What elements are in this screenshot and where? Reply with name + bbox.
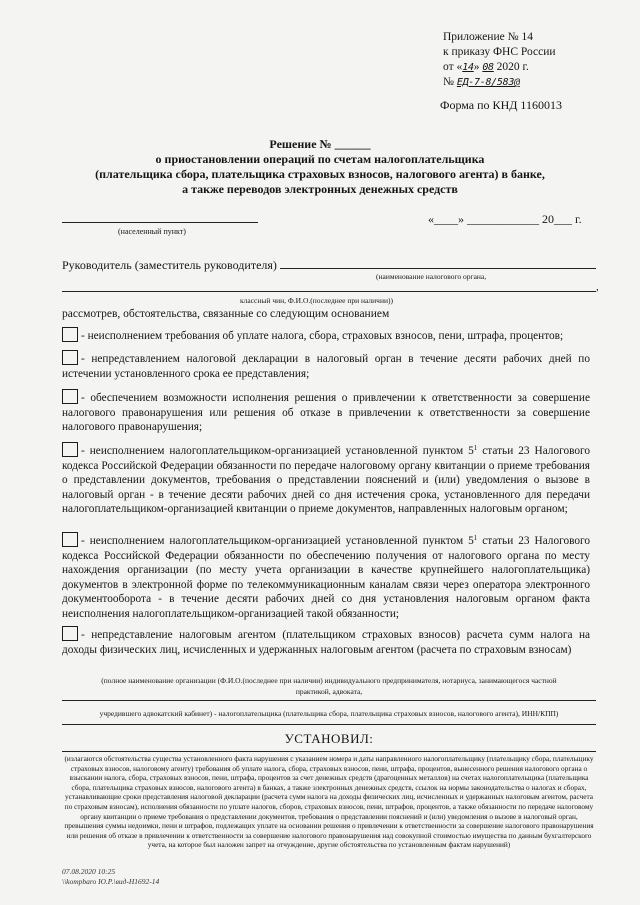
head-label: Руководитель (заместитель руководителя) bbox=[62, 258, 277, 272]
org-caption-2: учредившего адвокатский кабинет) - налогоплательщика (плательщика сбора, плательщика страховых взносов, налогового агента), ИНН/КПП) bbox=[99, 709, 559, 718]
ground-item-5 bbox=[62, 531, 590, 621]
divider bbox=[62, 724, 596, 725]
comma-mark: , bbox=[596, 281, 599, 293]
document-title bbox=[60, 137, 580, 197]
org-caption-1b: практикой, адвоката, bbox=[295, 687, 363, 696]
ground-sup-4: 1 bbox=[473, 444, 478, 452]
established-heading: УСТАНОВИЛ: bbox=[284, 731, 374, 746]
rank-name-caption: классный чин, Ф.И.О.(последнее при наличии)) bbox=[240, 296, 393, 305]
established-caption: (излагаются обстоятельства существа установленного факта нарушения с указанием номера и даты направленного налогоплательщику (плательщику сбора, плательщику страховых взносов, налоговому агенту) требования об уплате налога, сбора, страховых взносов, пени, штрафа, процентов, вынесенного решения налогового органа о взыскании налога, сбора, страховых взносов, пени, штрафа, процентов за счет денежных средств (драгоценных металлов) на счетах налогоплательщика (плательщика сбора, плательщика страховых взносов, налогового агента) в банках, а также электронных денежных средств, ссылок на нормы законодательства о налогах и сборах, устанавливающие сроки представления налоговой декларации (расчета сумм налога на доходы физических лиц, исчисленных и удержанных налоговым агентом, расчета по страховым взносам), исполнения обязанности по уплате налогов, сборов, страховых взносов, пени, штрафов, процентов, а также обязанности по передаче налоговому органу квитанции о приеме требования о представлении документов, требования о представлении пояснений и (или) уведомления о вызове в налоговый орган, превышения суммы недоимки, пени и штрафов, подлежащих уплате на основании решения о привлечении к ответственности за совершение налогового правонарушения или решения об отказе в привлечении к ответственности за совершение налогового правонарушения над совокупной стоимостью имущества по данным бухгалтерского учета, на которое был наложен запрет на отчуждение, другие обстоятельства по установленным фактам нарушений) bbox=[64, 754, 594, 850]
ground-item-4 bbox=[62, 441, 590, 517]
title-line-1: Решение № ______ bbox=[269, 137, 371, 151]
established-field[interactable] bbox=[62, 751, 596, 752]
appendix-date bbox=[443, 60, 556, 75]
appendix-number bbox=[443, 75, 556, 90]
org-field[interactable] bbox=[62, 700, 596, 701]
appendix-date-prefix: от « bbox=[443, 61, 463, 73]
ground-checkbox-3[interactable] bbox=[62, 389, 78, 404]
place-field[interactable] bbox=[62, 222, 258, 223]
appendix-title: Приложение № 14 bbox=[443, 31, 533, 43]
ground-text-2: - непредставлением налоговой декларации в налоговый орган в течение десяти рабочих дней по истечении установленного срока ее представления; bbox=[62, 353, 590, 380]
appendix-date-mid: » bbox=[473, 61, 480, 73]
title-line-4: а также переводов электронных денежных средств bbox=[182, 182, 458, 196]
date-field[interactable]: «____» ____________ 20___ г. bbox=[428, 212, 582, 226]
title-line-2: о приостановлении операций по счетам налогоплательщика bbox=[155, 152, 485, 166]
ground-item-3 bbox=[62, 389, 590, 435]
ground-item-6 bbox=[62, 626, 590, 657]
ground-text-1: - неисполнением требования об уплате налога, сбора, страховых взносов, пени, штрафа, процентов; bbox=[81, 330, 564, 342]
appendix-block bbox=[443, 30, 556, 90]
form-code: Форма по КНД 1160013 bbox=[440, 98, 562, 112]
tax-authority-caption: (наименование налогового органа, bbox=[376, 272, 487, 281]
appendix-number-value: ЕД-7-8/583@ bbox=[456, 77, 520, 88]
appendix-day: 14 bbox=[462, 62, 474, 73]
appendix-order: к приказу ФНС России bbox=[443, 46, 556, 58]
ground-item-1 bbox=[62, 327, 590, 344]
ground-checkbox-4[interactable] bbox=[62, 442, 78, 457]
footer-stamp bbox=[62, 867, 159, 887]
tax-authority-field[interactable] bbox=[280, 268, 596, 269]
ground-sup-5: 1 bbox=[473, 534, 478, 542]
ground-checkbox-5[interactable] bbox=[62, 532, 78, 547]
ground-text-4a: - неисполнением налогоплательщиком-организацией установленной пунктом 5 bbox=[81, 445, 474, 457]
title-line-3: (плательщика сбора, плательщика страховых взносов, налогового агента) в банке, bbox=[95, 167, 545, 181]
ground-checkbox-6[interactable] bbox=[62, 626, 78, 641]
appendix-number-prefix: № bbox=[443, 76, 454, 88]
appendix-year: 2020 г. bbox=[496, 61, 529, 73]
ground-item-2 bbox=[62, 350, 590, 381]
ground-checkbox-2[interactable] bbox=[62, 350, 78, 365]
ground-text-3: - обеспечением возможности исполнения решения о привлечении к ответственности за совершение налогового правонарушения или решения об отказе в привлечении к ответственности за совершение налогового правонарушения; bbox=[62, 392, 590, 433]
ground-text-5a: - неисполнением налогоплательщиком-организацией установленной пунктом 5 bbox=[81, 535, 474, 547]
ground-checkbox-1[interactable] bbox=[62, 327, 78, 342]
ground-text-5b: статьи 23 Налогового кодекса Российской Федерации обязанности по обеспечению получения от налогового органа по месту нахождения организации (по месту учета организации в качестве крупнейшего налогоплательщика) документов в электронной форме по телекоммуникационным каналам связи через оператора электронного документооборота - в течение десяти рабочих дней со дня установления налоговым органом факта неисполнения налогоплательщиком-организацией такой обязанности; bbox=[62, 535, 590, 620]
place-caption: (населенный пункт) bbox=[118, 227, 186, 236]
footer-path: \\kompbaro Ю.Р.\вид-H1692-14 bbox=[62, 877, 160, 886]
appendix-month: 08 bbox=[482, 62, 494, 73]
ground-text-4b: статьи 23 Налогового кодекса Российской Федерации обязанности по передаче налоговому органу квитанции о приеме требования о представлении документов, требования о представлении пояснений и (или) уведомления о вызове в налоговый орган - в течение десяти рабочих дней со дня истечения срока, установленного для передачи налогоплательщиком-организацией квитанции о приеме документов, направленных налоговым органом; bbox=[62, 445, 590, 515]
considered-text: рассмотрев, обстоятельства, связанные со следующим основанием bbox=[62, 308, 390, 320]
org-caption-1: (полное наименование организации (Ф.И.О.(последнее при наличии) индивидуального предпринимателя, нотариуса, занимающегося частной bbox=[101, 676, 557, 685]
footer-timestamp: 07.08.2020 10:25 bbox=[62, 867, 116, 876]
ground-text-6: - непредставление налоговым агентом (плательщиком страховых взносов) расчета сумм налога на доходы физических лиц, исчисленных и удержанных налоговым агентом (расчета по страховым взносам) bbox=[62, 629, 590, 656]
rank-name-field[interactable] bbox=[62, 291, 596, 292]
